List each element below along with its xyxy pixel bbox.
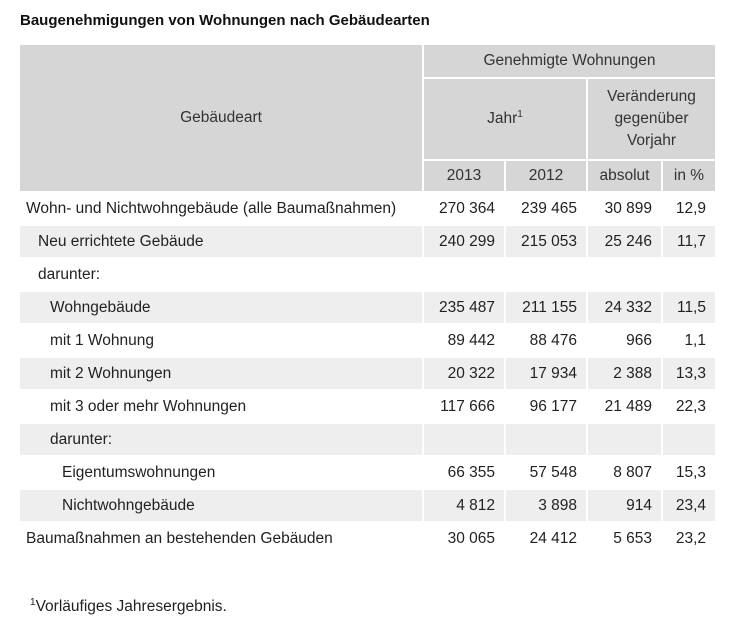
row-label: Nichtwohngebäude: [19, 489, 423, 522]
header-veraenderung: [587, 78, 716, 160]
row-label: mit 2 Wohnungen: [19, 357, 423, 390]
row-label: mit 3 oder mehr Wohnungen: [19, 390, 423, 423]
footnote-text: Vorläufiges Jahresergebnis.: [35, 598, 227, 615]
row-label: Wohngebäude: [19, 291, 423, 324]
cell-prozent: 22,3: [662, 390, 716, 423]
table-row: [19, 522, 716, 555]
cell-2013: [423, 258, 505, 291]
cell-prozent: [662, 258, 716, 291]
cell-absolut: 30 899: [587, 192, 662, 225]
header-jahr: [423, 78, 587, 160]
table-row: [19, 489, 716, 522]
cell-prozent: 23,4: [662, 489, 716, 522]
table-row: [19, 291, 716, 324]
cell-2013: 66 355: [423, 456, 505, 489]
cell-absolut: 21 489: [587, 390, 662, 423]
header-col-2013: 2013: [423, 160, 505, 192]
cell-2012: 24 412: [505, 522, 587, 555]
cell-absolut: 8 807: [587, 456, 662, 489]
footnote: [30, 598, 227, 616]
table-row: [19, 192, 716, 225]
cell-2012: [505, 423, 587, 456]
header-veraenderung-line1: Veränderung: [607, 88, 696, 105]
cell-prozent: 11,7: [662, 225, 716, 258]
cell-2013: [423, 423, 505, 456]
row-label: darunter:: [19, 258, 423, 291]
cell-absolut: 24 332: [587, 291, 662, 324]
header-veraenderung-line2: gegenüber: [614, 110, 689, 127]
cell-2013: 240 299: [423, 225, 505, 258]
header-genehmigte-wohnungen: [423, 44, 716, 78]
table-row: [19, 456, 716, 489]
row-label: Wohn- und Nichtwohngebäude (alle Baumaßnahmen): [19, 192, 423, 225]
cell-2012: 215 053: [505, 225, 587, 258]
cell-2012: 3 898: [505, 489, 587, 522]
cell-absolut: 2 388: [587, 357, 662, 390]
cell-prozent: [662, 423, 716, 456]
footnote-marker: 1: [30, 597, 36, 608]
cell-2012: 17 934: [505, 357, 587, 390]
cell-absolut: 914: [587, 489, 662, 522]
cell-absolut: [587, 258, 662, 291]
row-label: Neu errichtete Gebäude: [19, 225, 423, 258]
cell-absolut: 25 246: [587, 225, 662, 258]
table-row: [19, 357, 716, 390]
cell-prozent: 1,1: [662, 324, 716, 357]
cell-prozent: 13,3: [662, 357, 716, 390]
cell-2013: 20 322: [423, 357, 505, 390]
header-gebaeudeart: [19, 44, 423, 192]
data-table: [18, 43, 717, 556]
table-row: [19, 423, 716, 456]
cell-2012: 211 155: [505, 291, 587, 324]
row-label: darunter:: [19, 423, 423, 456]
row-label: Eigentumswohnungen: [19, 456, 423, 489]
row-label: mit 1 Wohnung: [19, 324, 423, 357]
cell-2013: 117 666: [423, 390, 505, 423]
cell-2012: 96 177: [505, 390, 587, 423]
cell-absolut: 966: [587, 324, 662, 357]
cell-2013: 270 364: [423, 192, 505, 225]
cell-2013: 4 812: [423, 489, 505, 522]
cell-absolut: [587, 423, 662, 456]
cell-2012: 239 465: [505, 192, 587, 225]
header-genehmigte-label: Genehmigte Wohnungen: [483, 52, 656, 69]
table-row: [19, 390, 716, 423]
table-row: [19, 324, 716, 357]
row-label: Baumaßnahmen an bestehenden Gebäuden: [19, 522, 423, 555]
cell-prozent: 15,3: [662, 456, 716, 489]
cell-2012: 57 548: [505, 456, 587, 489]
cell-2012: 88 476: [505, 324, 587, 357]
header-col-absolut: absolut: [587, 160, 662, 192]
header-col-prozent: in %: [662, 160, 716, 192]
cell-2013: 89 442: [423, 324, 505, 357]
cell-2012: [505, 258, 587, 291]
cell-prozent: 23,2: [662, 522, 716, 555]
cell-prozent: 11,5: [662, 291, 716, 324]
cell-2013: 30 065: [423, 522, 505, 555]
cell-absolut: 5 653: [587, 522, 662, 555]
header-veraenderung-line3: Vorjahr: [626, 132, 677, 149]
table-row: [19, 258, 716, 291]
header-col-2012: 2012: [505, 160, 587, 192]
cell-prozent: 12,9: [662, 192, 716, 225]
header-jahr-label: Jahr: [487, 110, 518, 127]
table-row: [19, 225, 716, 258]
header-gebaeudeart-label: Gebäudeart: [180, 109, 262, 126]
header-jahr-footnote-marker: 1: [517, 109, 523, 120]
cell-2013: 235 487: [423, 291, 505, 324]
table-title: Baugenehmigungen von Wohnungen nach Gebäudearten: [20, 12, 430, 29]
